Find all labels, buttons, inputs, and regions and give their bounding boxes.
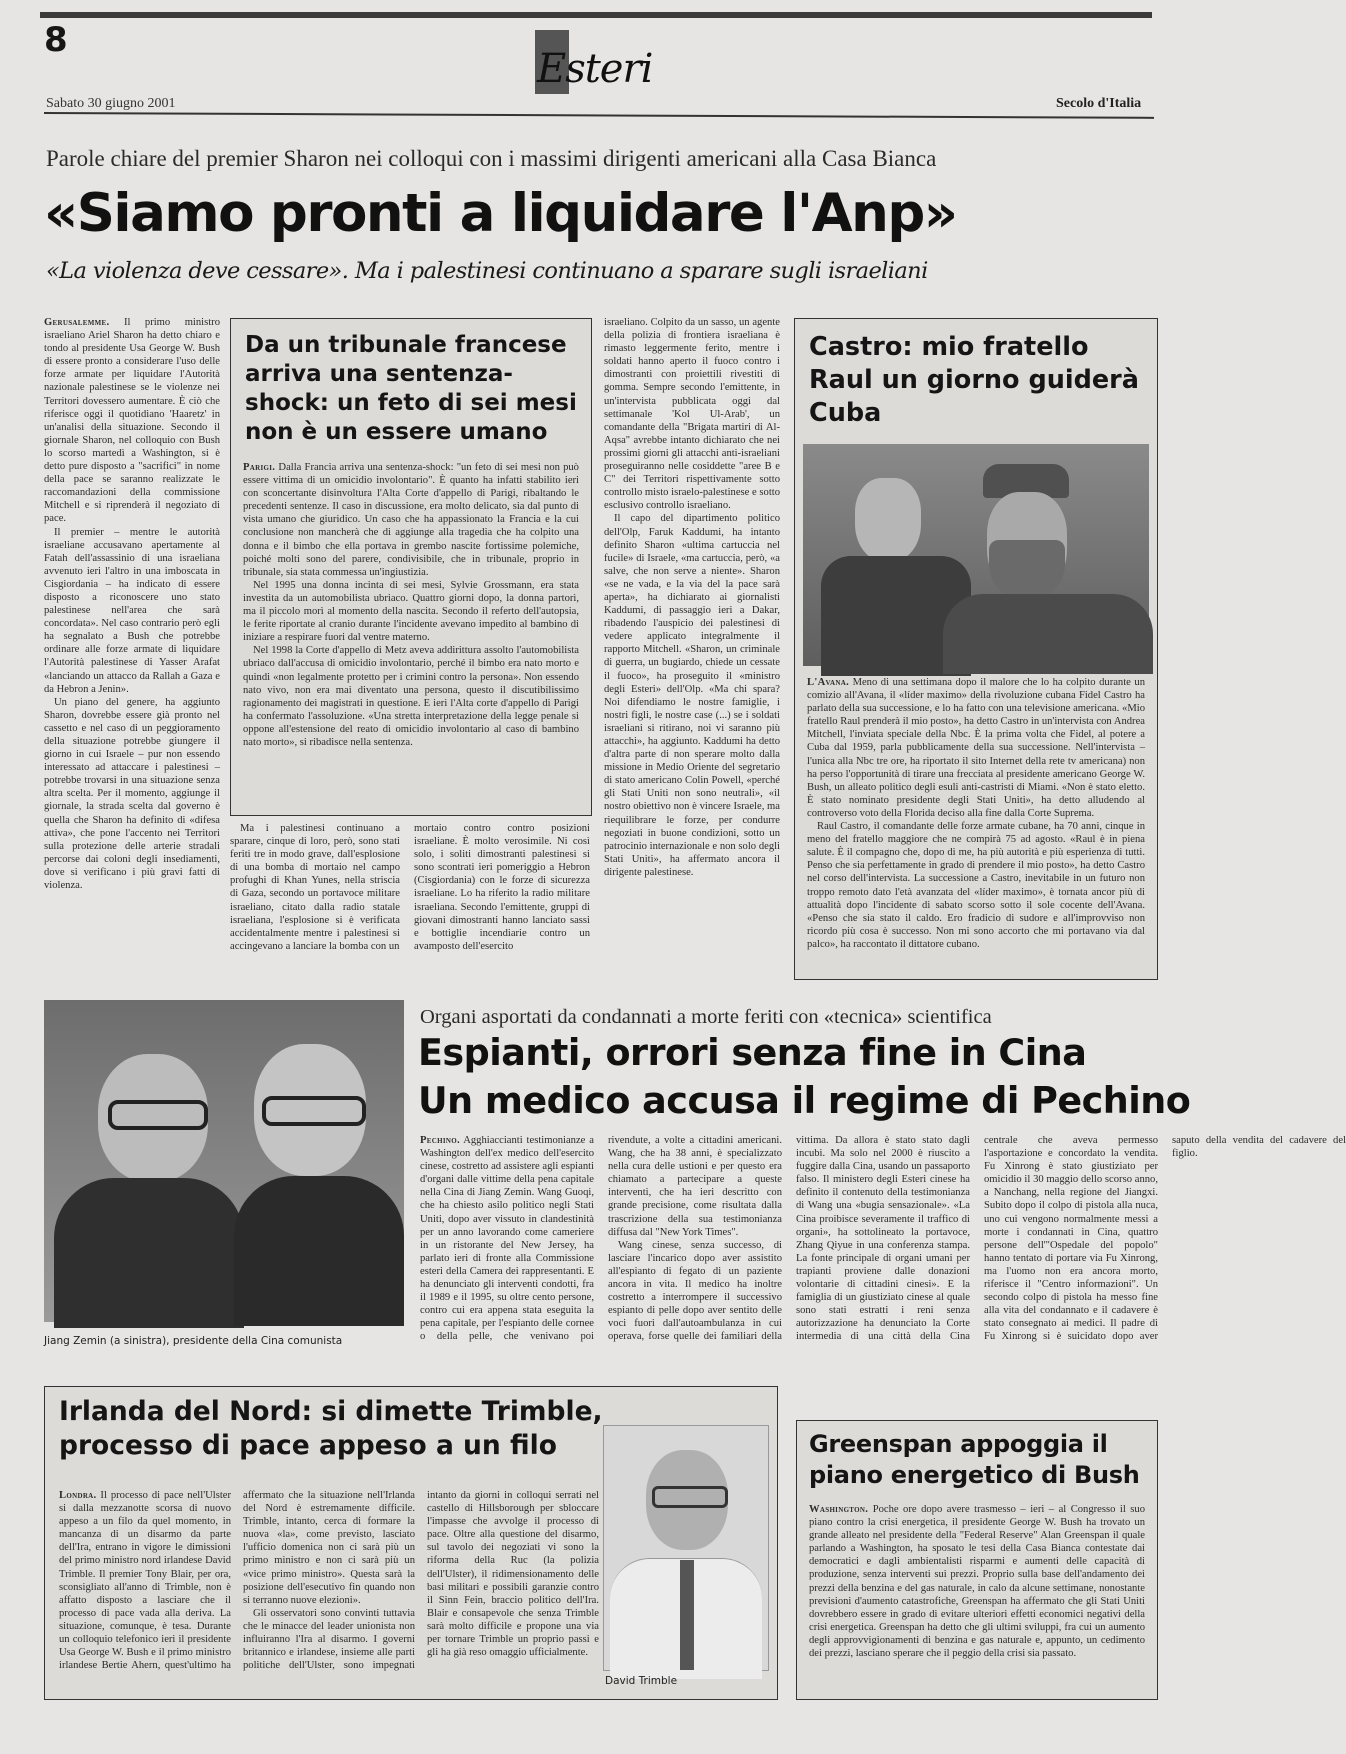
dateline: Pechino. xyxy=(420,1135,460,1146)
lead-subhead: «La violenza deve cessare». Ma i palestinesi continuano a sparare sugli israeliani xyxy=(46,258,928,284)
paragraph: Poche ore dopo avere trasmesso – ieri – al Congresso il suo piano contro la crisi energetica, il presidente George W. Bush ha trovato un grande alleato nel presidente della "Federal Reserve" Alan Greenspan il quale parlando a Washington, ha sposato le tesi della Casa Bianca contestate dai democratici e dagli ambientalisti risparmi e aumenti delle capacità di produzione, senza interventi sui prezzi. Proprio sulla base dell'andamento dei prezzi della benzina e del gas naturale, in calo da alcune settimane, nonostante previsioni d'aumento catastrofiche, Greenspan ha affermato che gli Stati Uniti dovrebbero essere in grado di evitare ulteriori effetti economici negativi della crisi energetica. Greenspan ha detto che gli ultimi sviluppi, fra cui un aumento degli approvvigionamenti di benzina e gas naturale e, appunto, un cedimento dei prezzi, lasciano sperare che il peggio della crisi sia passato. xyxy=(809,1504,1145,1660)
trimble-photo xyxy=(603,1425,769,1671)
castro-photo xyxy=(803,444,1149,666)
paragraph: Agghiaccianti testimonianze a Washington dell'ex medico dell'esercito cinese, costretto ad assistere agli espianti d'organi dalle vittime della pena capitale nella Cina di Jiang Zemin. Wang Guoqi, che ha chiesto asilo politico negli Stati Uniti, dopo aver vissuto in clandestinità per un anno lavorando come cameriere in un ristorante del New Jersey, ha parlato ieri di fronte alla Commissione esteri della Camera dei rappresentanti. E ha denunciato gli interventi condotti, fra il 1989 e il 1995, su oltre cento persone, contro cui era appena stata eseguita la pena capitale, per l'espianto delle cornee o della pelle, che venivano poi rivendute, a volte a cittadini americani. Wang, che ha 38 anni, è specializzato nella cura delle ustioni e per questo era chiamato a partecipare a queste interventi, che ha ieri descritto con grande precisione, come risultata dalla trascrizione della sua testimonianza diffusa dal "New York Times". xyxy=(420,1135,782,1343)
dateline: Gerusalemme. xyxy=(44,317,110,328)
paragraph: Ma i palestinesi continuano a sparare, cinque di loro, però, sono stati feriti tre in modo grave, dall'esplosione di una bomba di mortaio nel campo profughi di Khan Yunes, nella striscia di Gaza, secondo un portavoce militare israeliano, citato dalla radio statale israeliana, l'esplosione si è verificata accidentalmente mentre i palestinesi si accingevano a lanciare la bomba con un xyxy=(230,823,400,952)
section-title: Esteri xyxy=(537,46,653,92)
china-photo-caption: Jiang Zemin (a sinistra), presidente della Cina comunista xyxy=(44,1335,343,1347)
france-headline: Da un tribunale francese arriva una sentenza-shock: un feto di sei mesi non è un essere umano xyxy=(245,332,577,445)
photo-figure-right-beard xyxy=(989,540,1065,602)
china-headline-2: Un medico accusa il regime di Pechino xyxy=(418,1079,1191,1122)
dateline: Londra. xyxy=(59,1490,97,1501)
photo-tie xyxy=(680,1560,694,1670)
masthead-date: Sabato 30 giugno 2001 xyxy=(46,96,176,111)
ireland-story-box xyxy=(44,1386,778,1700)
section-logo xyxy=(535,28,705,98)
trimble-caption: David Trimble xyxy=(605,1675,678,1687)
paragraph: Nel 1995 una donna incinta di sei mesi, Sylvie Grossmann, era stata investita da un automobilista ubriaco. Quattro giorni dopo, la donna partorì, ma il piccolo morì al momento della nascita. Secondo il referto dell'autopsia, le ferite riportate al cranio durante l'incidente avevano impedito al bambino di iniziare a respirare fuori dal ventre materno. xyxy=(243,579,579,644)
page-number: 8 xyxy=(44,20,68,60)
lead-column-4 xyxy=(604,316,780,976)
photo-person-left-body xyxy=(54,1178,244,1328)
paragraph: Il processo di pace nell'Ulster si dalla mezzanotte scorsa di nuovo appeso a un filo da quel momento, in mancanza di un disarmo da parte dell'Ira, entrano in vigore le dimissioni del primo ministro nord irlandese David Trimble. Il premier Tony Blair, per ora, sconsigliato all'anno di Trimble, non è affatto disposto a lasciare che il processo di pace vada alla deriva. La situazione, comunque, è tesa. Durante un colloquio telefonico ieri il presidente Usa George W. Bush e il primo ministro irlandese Bertie Ahern, quest'ultimo ha affermato che la situazione nell'Irlanda del Nord è estremamente difficile. Trimble, intanto, cerca di formare la nuova «la», come previsto, lasciato l'ufficio domenica non ci sarà più un primo ministro e non ci sarà più un «vice primo ministro». Questa sarà la posizione dell'esecutivo fin quando non si terranno nuove elezioni». xyxy=(59,1490,415,1672)
photo-person-right-glasses xyxy=(262,1096,366,1126)
top-rule xyxy=(40,12,1152,18)
paper-name: Secolo d'Italia xyxy=(1056,96,1142,111)
paragraph: israeliano. Colpito da un sasso, un agente della polizia di frontiera israeliana è rimasto leggermente ferito, mentre i soldati hanno aperto il fuoco contro i dimostranti con proiettili rivestiti di gomma. Sempre secondo l'emittente, in un'intervista pubblicata oggi dal settimanale 'Kol Ul-Arab', un comandante della "Brigata martiri di Al-Aqsa" avrebbe intanto dichiarato che nei prossimi giorni gli attacchi anti-israeliani proseguiranno nelle cosiddette "aree B e C" dei Territori rispettivamente sotto controllo misto israelo-palestinese e sotto esclusivo controllo israeliano. xyxy=(604,317,780,512)
lead-kicker: Parole chiare del premier Sharon nei colloqui con i massimi dirigenti americani alla Casa Bianca xyxy=(46,146,937,171)
lead-column-2 xyxy=(230,822,400,976)
paragraph: Il primo ministro israeliano Ariel Sharon ha detto chiaro e tondo al presidente Usa George W. Bush di essere pronto a considerare l'uso delle forze armate per liquidare l'Autorità nazionale palestinese se le violenze nei Territori dovessero aumentare. È ciò che riferisce oggi il quotidiano 'Haaretz' in un'analisi della situazione. Secondo il giornale Sharon, nel colloquio con Bush lo scorso martedì a Washington, si è detto pure disposto a "sacrifici" in nome della pace se saranno realizzate le raccomandazioni della commissione Mitchell e si riprenderà il negoziato di pace. xyxy=(44,317,221,525)
greenspan-story-box xyxy=(796,1420,1158,1700)
photo-person-right-body xyxy=(234,1176,404,1326)
jiang-zemin-photo xyxy=(44,1000,404,1322)
dateline: Washington. xyxy=(809,1504,869,1515)
china-text xyxy=(420,1134,1346,1344)
france-story-box xyxy=(230,318,592,816)
dateline: Parigi. xyxy=(243,462,276,473)
photo-figure-right-body xyxy=(943,594,1153,674)
lead-column-1 xyxy=(44,316,220,976)
paragraph: Meno di una settimana dopo il malore che lo ha colpito durante un comizio all'Avana, il «líder maximo» della rivoluzione cubana Fidel Castro ha parlato della sua successione, e lo ha fatto con una televisione americana. «Mio fratello Raul prenderà il mio posto», ha detto Castro in un'intervista con Andrea Mitchell, l'inviata speciale della Nbc. È la prima volta che Fidel, al potere a Cuba dal 1959, parla pubblicamente della sua successione. Nell'intervista – l'unica alla Nbc tre ore, ha riportato il sito Internet della rete tv americana) non ha perso l'opportunità di tirare una frecciata al presidente americano George W. Bush, un alleato politico degli esuli anti-castristi di Miami. «Non è stato eletto. È stato nominato presidente degli Stati Uniti», ha detto alludendo al controverso voto della Florida deciso alla fine dalla Corte Suprema. xyxy=(807,677,1145,819)
photo-figure-left xyxy=(855,478,921,562)
castro-headline: Castro: mio fratello Raul un giorno guiderà Cuba xyxy=(809,332,1139,428)
photo-glasses xyxy=(652,1486,728,1508)
castro-story-box xyxy=(794,318,1158,980)
paragraph: Nel 1998 la Corte d'appello di Metz aveva addirittura assolto l'automobilista ubriaco dall'accusa di omicidio involontario, perché il bimbo era nato morto e quindi «non legalmente protetto per i crimini contro la persona». Non essendo nato vivo, non era mai diventato una persona, questo il discutibilissimo ragionamento dei magistrati in questione. E ieri l'Alta corte d'appello di Parigi ha confermato l'assoluzione. «Una stretta interpretazione della legge penale si oppone all'estensione del reato di omicidio involontario al caso di bambino nato morto», si ribadisce nella sentenza. xyxy=(243,645,579,748)
paragraph: mortaio contro contro posizioni israeliane. È molto verosimile. Ni così solo, i soliti dimostranti palestinesi si sono scontrati ieri pomeriggio a Hebron (Cisgiordania) con le forze di sicurezza israeliane. Lo ha riferito la radio militare israeliana. Secondo l'emittente, gruppi di giovani dimostranti hanno lanciato sassi e bottiglie incendiarie contro un avamposto dell'esercito xyxy=(414,823,590,952)
greenspan-headline: Greenspan appoggia il piano energetico di Bush xyxy=(809,1430,1140,1489)
paragraph: Il capo del dipartimento politico dell'Olp, Faruk Kaddumi, ha intanto definito Sharon «ultima cartuccia nel fucile» di Israele, «ma cartuccia, però, «a salve, che non serve a niente». Sharon «se ne vada, e la via del la pace sarà aperta», ha dichiarato ai giornalisti Kaddumi, di passaggio ieri a Dakar, ribadendo l'auspicio dei palestinesi di vedere applicato integralmente il rapporto Mitchell. «Sharon, un criminale di guerra, un bugiardo, chiede un cessate il fuoco», ha proseguito il «ministro degli Esteri» dell'Olp. «Ma chi spara? Noi difendiamo le nostre famiglie, i nostri figli, le nostre case (...) se i soldati israeliani si ritirano, noi vi saranno più attacchi», ha aggiunto. Kaddumi ha detto d'altra parte di non sperare molto dalla missione in Medio Oriente del segretario di stato americano Colin Powell, «perché gli Stati Uniti non sono neutrali», «il nostro obiettivo non è vincere Israele, ma riequilibrare le forze, per condurre negoziati in buone condizioni, sotto un patrocinio internazionale e non solo degli Stati Uniti», ha affermato ancora il dirigente palestinese. xyxy=(604,513,780,878)
paragraph: Gli osservatori sono convinti tuttavia che le minacce del leader unionista non influiranno l'Ira al disarmo. I governi britannico e irlandese, insieme alle parti politiche dell'Ulster, sono impegnati intanto da giorni in colloqui serrati nel castello di Hillsborough per sbloccare l'impasse che avvolge il processo di pace. Oltre alla questione del disarmo, sul tavolo dei negoziati vi sono la riforma della Ruc (la polizia dell'Ulster), il ridimensionamento delle basi militari e possibili garanzie contro il Sinn Fein, braccio politico dell'Ira. Blair e consapevole che senza Trimble sarà molto difficile e propone una via per tornare Trimble un proprio passi e gli ha già reso omaggio ufficialmente. xyxy=(243,1490,599,1672)
china-headline-1: Espianti, orrori senza fine in Cina xyxy=(418,1031,1087,1074)
ireland-text xyxy=(59,1489,599,1689)
paragraph: Wang cinese, senza successo, di lasciare l'incarico dopo aver assistito all'espianto di fegato di un paziente ancora in vita. Il medico ha inoltre costretto a interrompere il successivo espianto di pelle dopo aver sentito delle voci fuori dall'autoambulanza in cui operava, forse quelle dei familiari della vittima. Da allora è stato stato dagli incubi. Ma solo nel 2000 è riuscito a fuggire dalla Cina, usando un passaporto falso. Il ministero degli Esteri cinese ha definito il contenuto della testimonianza di Wang una «bugia sensazionale». «La Cina proibisce severamente il traffico di organi», ha sottolineato la portavoce, Zhang Qiyue in una conferenza stampa. La fonte principale di organi umani per trapianti proviene dalle donazioni volontarie di cittadini cinesi». E la famiglia di un giustiziato cinese al quale sono stati estratti i reni senza autorizzazione ha denunciato la Corte intermedia di una città della Cina centrale che aveva permesso l'asportazione e concordato la vendita. Fu Xinrong è stato giustiziato per omicidio il 30 maggio dello scorso anno, a Nanchang, nella regione del Jiangxi. Subito dopo il colpo di pistola alla nuca, uno cui vengono normalmente messi a morte i condannati in Cina, quattro persone dell'"Ospedale del popolo" hanno tentato di portare via Fu Xinrong, ma l'uomo non era ancora morto, riferisce il "Centro informazioni". Un secondo colpo di pistola ha messo fine alla vita del condannato e il cadavere è stato consegnato ai medici. Il padre di Fu Xinrong si è suicidato dopo aver saputo della vendita del cadavere del figlio. xyxy=(608,1135,1346,1343)
france-text xyxy=(243,461,579,749)
lead-column-3 xyxy=(414,822,590,976)
masthead-rule xyxy=(44,112,1154,119)
ireland-headline: Irlanda del Nord: si dimette Trimble, processo di pace appeso a un filo xyxy=(59,1396,603,1461)
lead-headline: «Siamo pronti a liquidare l'Anp» xyxy=(44,183,957,244)
paragraph: Il premier – mentre le autorità israeliane accusavano apertamente al Fatah dell'assassinio di una israeliana avvenuto ieri l'altro in una imboscata in Cisgiordania – ha indicato di essere disposto a riconoscere uno stato palestinese nell'area che sarà concordata». Nel caso contrario però egli ha segnalato a Bush che potrebbe ordinare alle forze armate di liquidare l'Autorità palestinese di Yasser Arafat «lanciando un attacco da Rallah a Gaza e da Hebron a Jenin». xyxy=(44,526,220,695)
photo-person-left-glasses xyxy=(108,1100,208,1130)
paragraph: Raul Castro, il comandante delle forze armate cubane, ha 70 anni, cinque in meno del fratello maggiore che ne compirà 75 ad agosto. «Raul è in piena salute. È il compagno che, dopo di me, ha più autorità e più esperienza di tutti. Penso che sia perfettamente in grado di prendere il mio posto», ha detto Castro nel corso dell'intervista. La successione a Castro, inevitabile in un futuro non troppo remoto dato l'età avanzata del «líder maximo», è tornata ancor più di attualità dopo l'incidente di sabato scorso sotto il sole cocente dell'Avana. «Penso che sia stato il caldo. Ero fradicio di sudore e all'improvviso non ricordo più cosa è successo. Non mi sono accorto che mi portavano via dal palco», ha raccontato il dittatore cubano. xyxy=(807,821,1145,950)
dateline: L'Avana. xyxy=(807,677,850,688)
castro-text xyxy=(807,676,1145,951)
paragraph: Un piano del genere, ha aggiunto Sharon, dovrebbe essere già pronto nel cassetto e nel caso di un peggioramento della situazione potrebbe giungere il giorno in cui Israele – pur non essendo interessato ad attaccare i palestinesi – potrebbe trovarsi in una situazione senza altra scelta. Per il momento, aggiunge il giornale, la strada scelta dal governo è quella che Sharon ha definito di «difesa attiva», che pone l'accento nei Territori sulla protezione delle arterie stradali percorse dai coloni degli insediamenti, dove si verificano i più gravi fatti di violenza. xyxy=(44,696,220,892)
paragraph: Dalla Francia arriva una sentenza-shock: "un feto di sei mesi non può essere vittima di un omicidio involontario". È quanto ha infatti stabilito ieri con sconcertante disinvoltura l'Alta Corte d'appello di Parigi, ribaltando le precedenti sentenze. Il caso in discussione, era molto delicato, sia dal punto di vista umano che giuridico. Un caso che ha appassionato la Francia e la cui conclusione non mancherà che di aggiunge alla tragedia che ha colpito una donna e il bimbo che ella portava in grembo nascite fortissime polemiche, poiché molti sono del parere, condivisibile, che in tribunale, proprio in tribunale, sia stata commessa un'ingiustizia. xyxy=(243,462,579,578)
china-kicker: Organi asportati da condannati a morte feriti con «tecnica» scientifica xyxy=(420,1006,992,1028)
greenspan-text xyxy=(809,1503,1145,1660)
